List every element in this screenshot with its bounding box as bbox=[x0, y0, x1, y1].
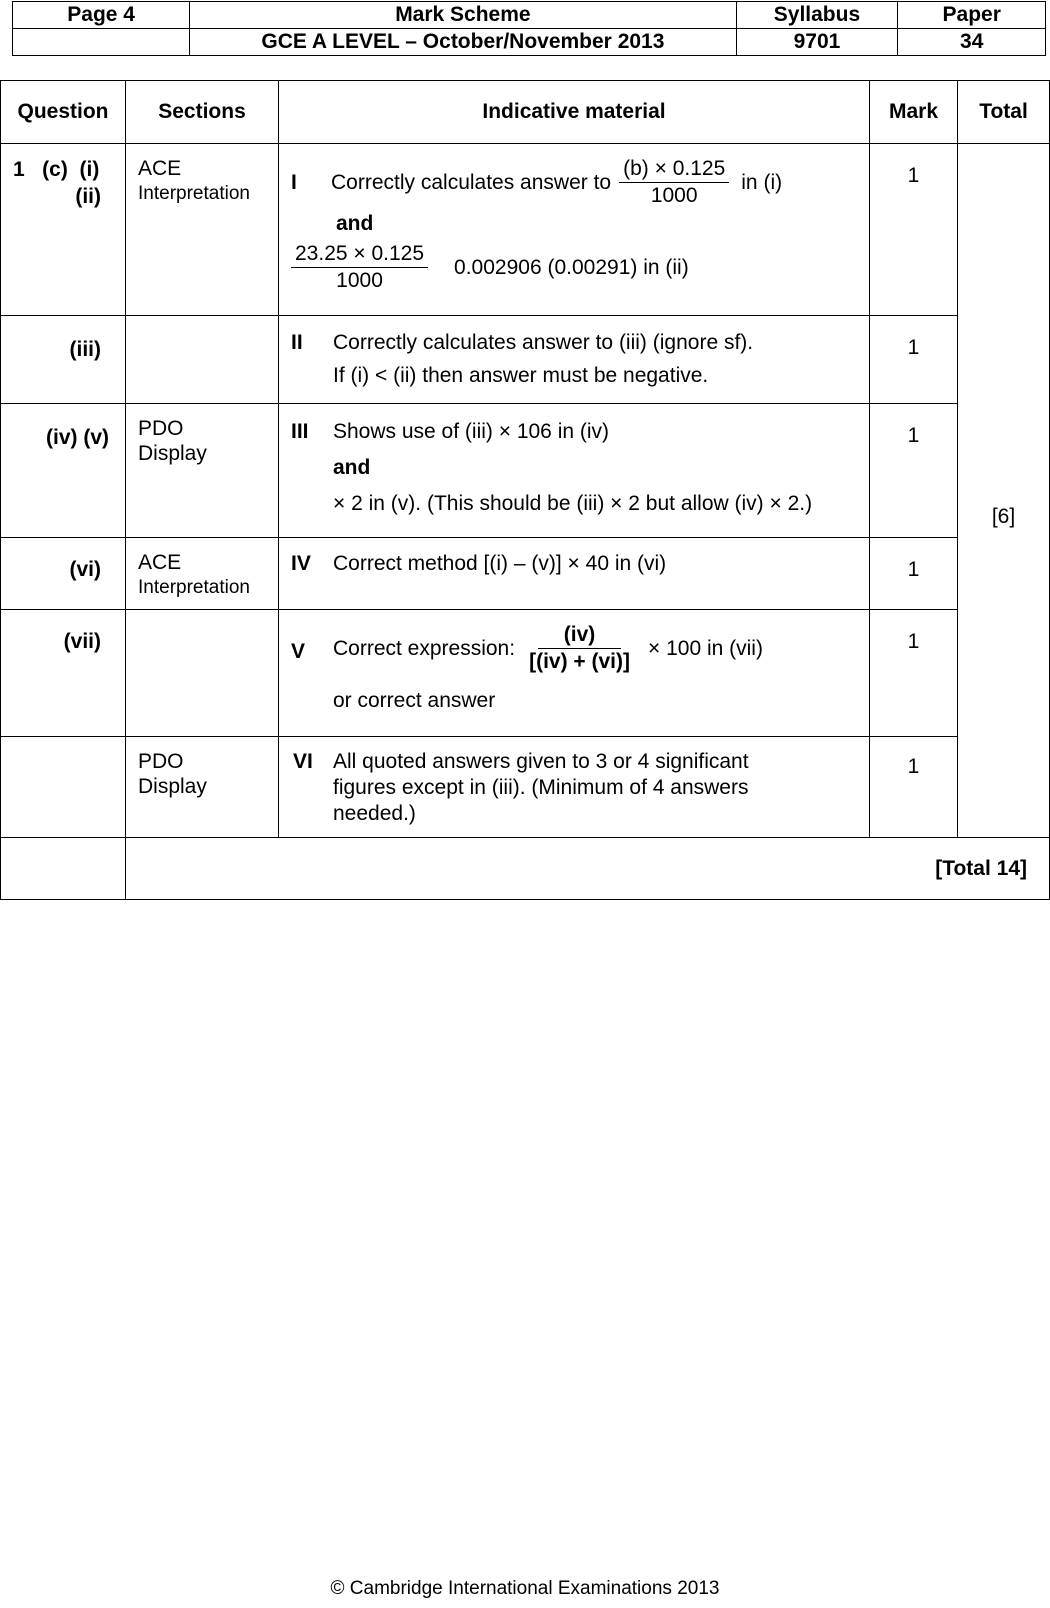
mark-scheme-table bbox=[0, 80, 1050, 900]
col-question: Question bbox=[1, 81, 126, 144]
material-text: Correctly calculates answer to bbox=[331, 170, 612, 194]
and-label: and bbox=[333, 456, 371, 479]
material-line: × 2 in (v). (This should be (iii) × 2 but allow (iv) × 2.) bbox=[333, 492, 813, 515]
mark-value: 1 bbox=[907, 755, 920, 778]
section-main: ACE bbox=[138, 551, 182, 574]
section-sub: Interpretation bbox=[138, 183, 250, 204]
question-number: (iii) bbox=[69, 338, 101, 361]
material-value: 0.002906 (0.00291) in (ii) bbox=[454, 255, 689, 279]
material-cell bbox=[279, 737, 870, 838]
section-sub: Display bbox=[138, 775, 207, 798]
section-sub: Display bbox=[138, 442, 207, 465]
col-material: Indicative material bbox=[279, 81, 870, 144]
section-total: [6] bbox=[991, 504, 1016, 528]
page-label: Page 4 bbox=[13, 2, 190, 29]
fraction-numerator: (b) × 0.125 bbox=[619, 156, 729, 183]
question-cell bbox=[1, 610, 126, 737]
mark-cell bbox=[870, 538, 958, 610]
material-cell bbox=[279, 404, 870, 538]
roman-label: V bbox=[291, 640, 306, 663]
header-table bbox=[12, 1, 1046, 56]
material-line: All quoted answers given to 3 or 4 significant figures except in (iii). (Minimum of 4 answers needed.) bbox=[333, 750, 749, 825]
mark-value: 1 bbox=[907, 630, 920, 653]
mark-value: 1 bbox=[907, 424, 920, 447]
table-row bbox=[1, 737, 1050, 838]
fraction-denominator: 1000 bbox=[336, 269, 383, 292]
section-main: ACE bbox=[138, 157, 182, 180]
footer-copyright: © Cambridge International Examinations 2013 bbox=[330, 1578, 720, 1599]
syllabus-label: Syllabus bbox=[736, 2, 898, 29]
question-number: (iv) (v) bbox=[46, 426, 109, 449]
roman-label: IV bbox=[291, 552, 311, 575]
question-cell bbox=[1, 538, 126, 610]
section-main: PDO bbox=[138, 417, 184, 440]
material-suffix: in (i) bbox=[741, 170, 783, 194]
mark-cell bbox=[870, 737, 958, 838]
fraction-numerator: (iv) bbox=[538, 622, 622, 649]
mark-value: 1 bbox=[907, 336, 920, 359]
fraction bbox=[619, 156, 729, 209]
section-cell bbox=[126, 737, 279, 838]
fraction-denominator: [(iv) + (vi)] bbox=[529, 650, 630, 673]
roman-label: III bbox=[291, 420, 309, 443]
table-row bbox=[1, 838, 1050, 900]
question-cell bbox=[1, 404, 126, 538]
grand-total: [Total 14] bbox=[935, 856, 1027, 880]
roman-label: VI bbox=[293, 750, 313, 773]
mark-cell bbox=[870, 316, 958, 404]
section-cell bbox=[126, 610, 279, 737]
mark-scheme-label: Mark Scheme bbox=[190, 2, 736, 29]
question-number: (vii) bbox=[63, 630, 101, 653]
table-row bbox=[1, 316, 1050, 404]
fraction bbox=[291, 241, 428, 294]
material-line: Shows use of (iii) × 106 in (iv) bbox=[333, 420, 610, 443]
mark-cell bbox=[870, 404, 958, 538]
material-suffix: × 100 in (vii) bbox=[648, 636, 763, 660]
question-sub: (ii) bbox=[75, 185, 101, 208]
material-cell bbox=[279, 538, 870, 610]
col-total: Total bbox=[958, 81, 1050, 144]
total-cell bbox=[958, 144, 1050, 838]
question-cell bbox=[1, 316, 126, 404]
syllabus-code: 9701 bbox=[736, 29, 898, 56]
material-cell bbox=[279, 316, 870, 404]
question-cell bbox=[1, 144, 126, 316]
table-row bbox=[1, 610, 1050, 737]
table-row bbox=[1, 144, 1050, 316]
empty-cell bbox=[13, 29, 190, 56]
paper-label: Paper bbox=[898, 2, 1046, 29]
material-cell bbox=[279, 610, 870, 737]
fraction-numerator: 23.25 × 0.125 bbox=[291, 241, 428, 268]
section-sub: Interpretation bbox=[138, 577, 250, 598]
exam-title: GCE A LEVEL – October/November 2013 bbox=[190, 29, 736, 56]
mark-value: 1 bbox=[907, 164, 920, 187]
question-number: (vi) bbox=[69, 558, 101, 581]
question-number: 1 (c) (i) bbox=[13, 158, 100, 181]
col-sections: Sections bbox=[126, 81, 279, 144]
section-cell bbox=[126, 144, 279, 316]
mark-cell bbox=[870, 610, 958, 737]
section-cell bbox=[126, 316, 279, 404]
grand-total-cell bbox=[126, 838, 1050, 900]
section-main: PDO bbox=[138, 750, 184, 773]
material-line: or correct answer bbox=[333, 689, 496, 712]
question-cell bbox=[1, 737, 126, 838]
paper-number: 34 bbox=[898, 29, 1046, 56]
fraction bbox=[525, 622, 634, 675]
roman-label: I bbox=[291, 170, 297, 194]
mark-cell bbox=[870, 144, 958, 316]
material-text: Correct expression: bbox=[333, 636, 516, 660]
table-row bbox=[1, 404, 1050, 538]
table-row bbox=[1, 538, 1050, 610]
col-mark: Mark bbox=[870, 81, 958, 144]
material-line: Correctly calculates answer to (iii) (ignore sf). bbox=[333, 331, 754, 354]
section-cell bbox=[126, 404, 279, 538]
material-line: Correct method [(i) – (v)] × 40 in (vi) bbox=[333, 552, 667, 575]
fraction-denominator: 1000 bbox=[650, 184, 698, 207]
roman-label: II bbox=[291, 331, 303, 354]
and-label: and bbox=[336, 212, 374, 235]
material-line: If (i) < (ii) then answer must be negative. bbox=[333, 364, 709, 387]
empty-cell bbox=[1, 838, 126, 900]
mark-value: 1 bbox=[907, 558, 920, 581]
material-cell bbox=[279, 144, 870, 316]
section-cell bbox=[126, 538, 279, 610]
